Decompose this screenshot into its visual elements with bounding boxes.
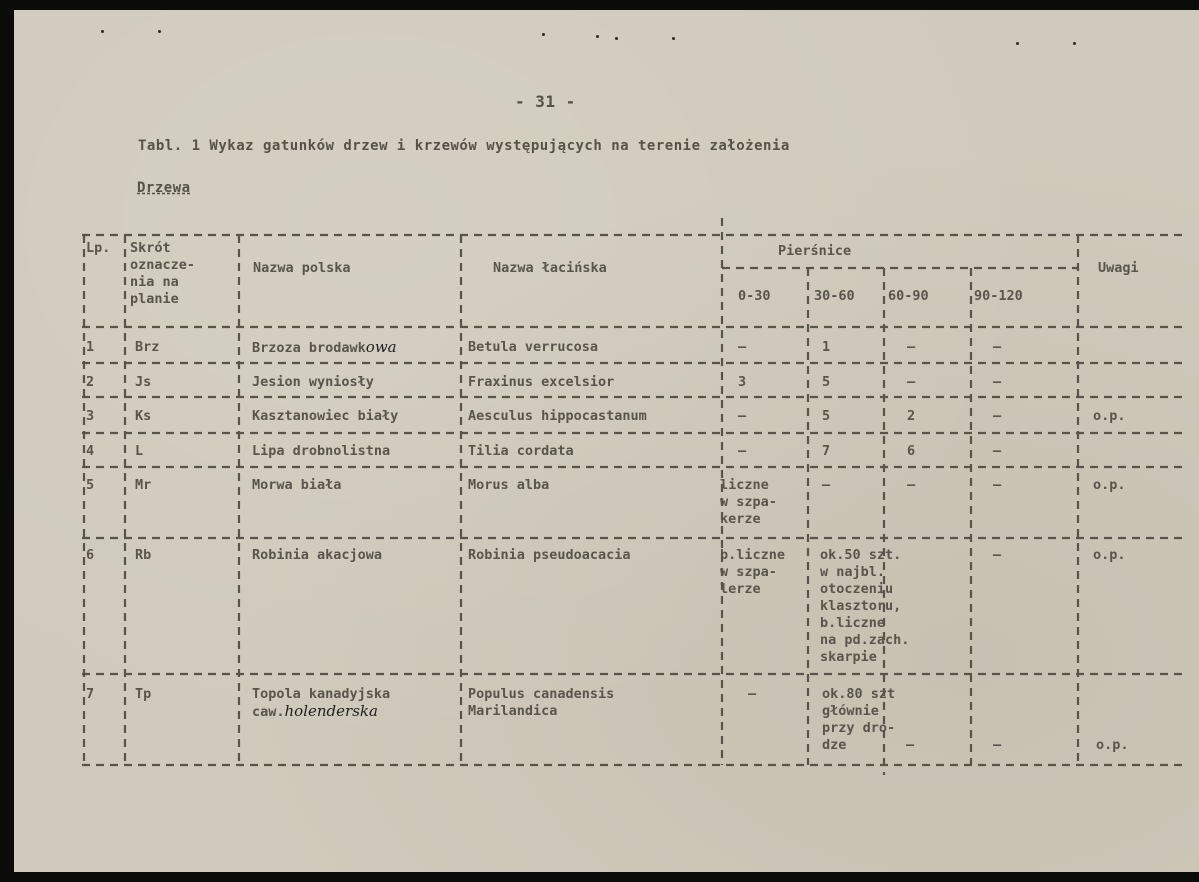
row-4-polish-name: Lipa drobnolistna: [252, 443, 391, 459]
row-1-c1: –: [738, 339, 747, 355]
section-heading: Drzewa: [137, 180, 191, 196]
row-4-latin-name: Tilia cordata: [468, 443, 574, 459]
row-3-abbreviation: Ks: [135, 408, 152, 424]
row-7-polish-handwritten: holenderska: [284, 702, 378, 720]
row-2-c1: 3: [738, 374, 747, 390]
row-5-c2: –: [822, 477, 831, 493]
row-6-c2: ok.50 szt. w najbl. otoczeniu klasztoru, b.liczne na pd.zach. skarpie: [820, 547, 910, 665]
row-3-c2: 5: [822, 408, 831, 424]
row-3-polish-name: Kasztanowiec biały: [252, 408, 399, 424]
row-3-latin-name: Aesculus hippocastanum: [468, 408, 647, 424]
row-7-latin-name: Populus canadensis Marilandica: [468, 686, 615, 719]
row-7-c3: –: [906, 737, 915, 753]
row-6-abbreviation: Rb: [135, 547, 152, 563]
row-3-c3: 2: [907, 408, 916, 424]
header-notes: Uwagi: [1098, 260, 1139, 276]
row-2-c4: –: [993, 374, 1002, 390]
row-2-c2: 5: [822, 374, 831, 390]
row-7-c2: ok.80 szt głównie przy dro- dze: [822, 686, 896, 753]
row-6-polish-name: Robinia akacjowa: [252, 547, 383, 563]
header-range-60-90: 60-90: [888, 288, 929, 304]
row-5-abbreviation: Mr: [135, 477, 152, 493]
row-1-polish-handwritten: owa: [365, 338, 397, 356]
header-abbreviation: Skrót oznacze- nia na planie: [130, 240, 196, 307]
page-number: - 31 -: [515, 92, 576, 111]
row-2-latin-name: Fraxinus excelsior: [468, 374, 615, 390]
row-4-c3: 6: [907, 443, 916, 459]
row-1-latin-name: Betula verrucosa: [468, 339, 599, 355]
row-7-polish-typed: Topola kanadyjska caw.: [252, 686, 391, 720]
row-1-c4: –: [993, 339, 1002, 355]
row-6-c1: b.liczne w szpa- lerze: [720, 547, 786, 597]
row-1-polish-typed: Brzoza brodawk: [252, 340, 366, 356]
row-7-notes: o.p.: [1096, 737, 1129, 753]
row-5-c3: –: [907, 477, 916, 493]
row-7-lp: 7: [86, 686, 95, 702]
row-5-latin-name: Morus alba: [468, 477, 550, 493]
row-5-c4: –: [993, 477, 1002, 493]
row-1-lp: 1: [86, 339, 95, 355]
row-4-c2: 7: [822, 443, 831, 459]
row-7-abbreviation: Tp: [135, 686, 152, 702]
row-6-notes: o.p.: [1093, 547, 1126, 563]
row-3-lp: 3: [86, 408, 95, 424]
row-2-lp: 2: [86, 374, 95, 390]
header-latin-name: Nazwa łacińska: [493, 260, 607, 276]
row-2-c3: –: [907, 374, 916, 390]
row-1-c2: 1: [822, 339, 831, 355]
row-2-polish-name: Jesion wyniosły: [252, 374, 374, 390]
table-caption: Tabl. 1 Wykaz gatunków drzew i krzewów występujących na terenie założenia: [138, 138, 790, 154]
row-7-c4: –: [993, 737, 1002, 753]
row-4-c4: –: [993, 443, 1002, 459]
row-4-abbreviation: L: [135, 443, 144, 459]
row-3-c4: –: [993, 408, 1002, 424]
row-4-lp: 4: [86, 443, 95, 459]
row-6-c4: –: [993, 547, 1002, 563]
row-3-notes: o.p.: [1093, 408, 1126, 424]
row-2-abbreviation: Js: [135, 374, 152, 390]
header-circumference: Pierśnice: [778, 243, 852, 259]
row-6-lp: 6: [86, 547, 95, 563]
row-1-abbreviation: Brz: [135, 339, 160, 355]
row-1-c3: –: [907, 339, 916, 355]
row-7-polish-name: [252, 686, 390, 721]
row-3-c1: –: [738, 408, 747, 424]
header-range-90-120: 90-120: [974, 288, 1023, 304]
header-polish-name: Nazwa polska: [253, 260, 351, 276]
row-6-latin-name: Robinia pseudoacacia: [468, 547, 631, 563]
row-5-lp: 5: [86, 477, 95, 493]
row-5-polish-name: Morwa biała: [252, 477, 342, 493]
row-4-c1: –: [738, 443, 747, 459]
row-1-polish-name: [252, 339, 397, 357]
header-lp: Lp.: [86, 240, 111, 256]
row-5-c1: liczne w szpa- kerze: [720, 477, 777, 527]
header-range-30-60: 30-60: [814, 288, 855, 304]
header-range-0-30: 0-30: [738, 288, 771, 304]
row-5-notes: o.p.: [1093, 477, 1126, 493]
row-7-c1: –: [748, 686, 757, 702]
